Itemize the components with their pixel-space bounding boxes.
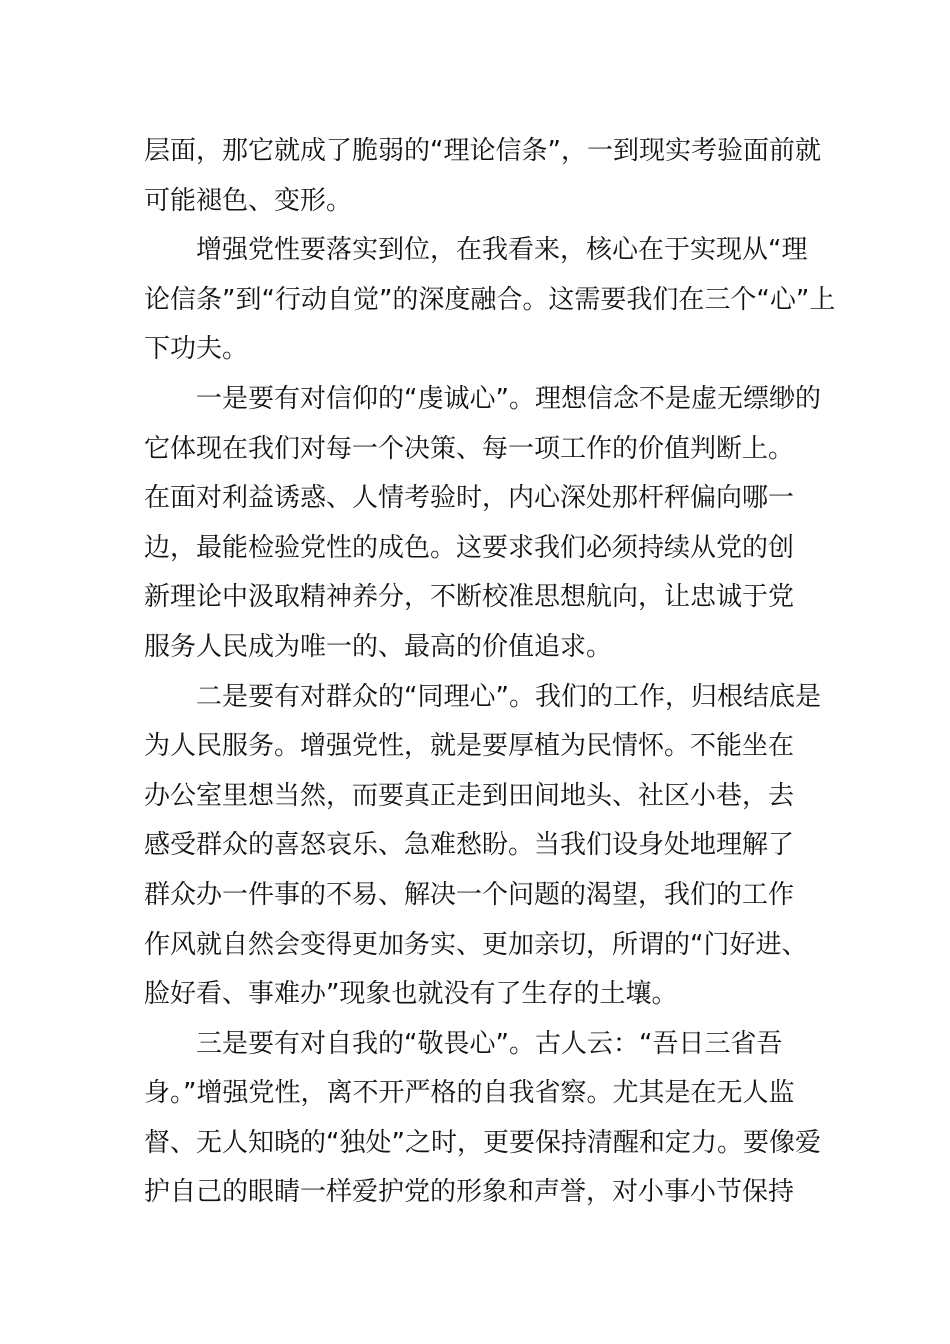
text-line: 它体现在我们对每一个决策、每一项工作的价值判断上。 <box>144 433 795 464</box>
text-line: 服务人民成为唯一的、最高的价值追求。 <box>144 631 613 662</box>
document-body <box>144 127 836 1218</box>
text-line: 下功夫。 <box>144 334 249 365</box>
text-line: 督、无人知晓的“独处”之时，更要保持清醒和定力。要像爱 <box>144 1127 821 1158</box>
paragraph-start-line: 三是要有对自我的“敬畏心”。古人云：“吾日三省吾 <box>196 1028 783 1059</box>
text-line: 感受群众的喜怒哀乐、急难愁盼。当我们设身处地理解了 <box>144 830 795 861</box>
paragraph-start-line: 一是要有对信仰的“虔诚心”。理想信念不是虚无缥缈的 <box>196 383 821 414</box>
text-line: 论信条”到“行动自觉”的深度融合。这需要我们在三个“心”上 <box>144 284 836 315</box>
text-line: 可能褪色、变形。 <box>144 185 353 216</box>
text-line: 群众办一件事的不易、解决一个问题的渴望，我们的工作 <box>144 879 795 910</box>
text-line: 层面，那它就成了脆弱的“理论信条”，一到现实考验面前就 <box>144 136 821 166</box>
text-line: 在面对利益诱惑、人情考验时，内心深处那杆秤偏向哪一 <box>144 483 795 514</box>
text-line: 新理论中汲取精神养分，不断校准思想航向，让忠诚于党 <box>144 582 795 613</box>
paragraph-start-line: 二是要有对群众的“同理心”。我们的工作，归根结底是 <box>196 681 821 712</box>
paragraph-start-line: 增强党性要落实到位，在我看来，核心在于实现从“理 <box>196 235 808 266</box>
text-line: 办公室里想当然，而要真正走到田间地头、社区小巷，去 <box>144 780 795 811</box>
text-line: 作风就自然会变得更加务实、更加亲切，所谓的“门好进、 <box>144 929 808 960</box>
text-line: 脸好看、事难办”现象也就没有了生存的土壤。 <box>144 979 678 1010</box>
text-line: 身。”增强党性，离不开严格的自我省察。尤其是在无人监 <box>144 1078 795 1109</box>
text-line: 边，最能检验党性的成色。这要求我们必须持续从党的创 <box>144 532 795 563</box>
text-line: 为人民服务。增强党性，就是要厚植为民情怀。不能坐在 <box>144 731 795 762</box>
text-line: 护自己的眼睛一样爱护党的形象和声誉，对小事小节保持 <box>144 1177 795 1208</box>
